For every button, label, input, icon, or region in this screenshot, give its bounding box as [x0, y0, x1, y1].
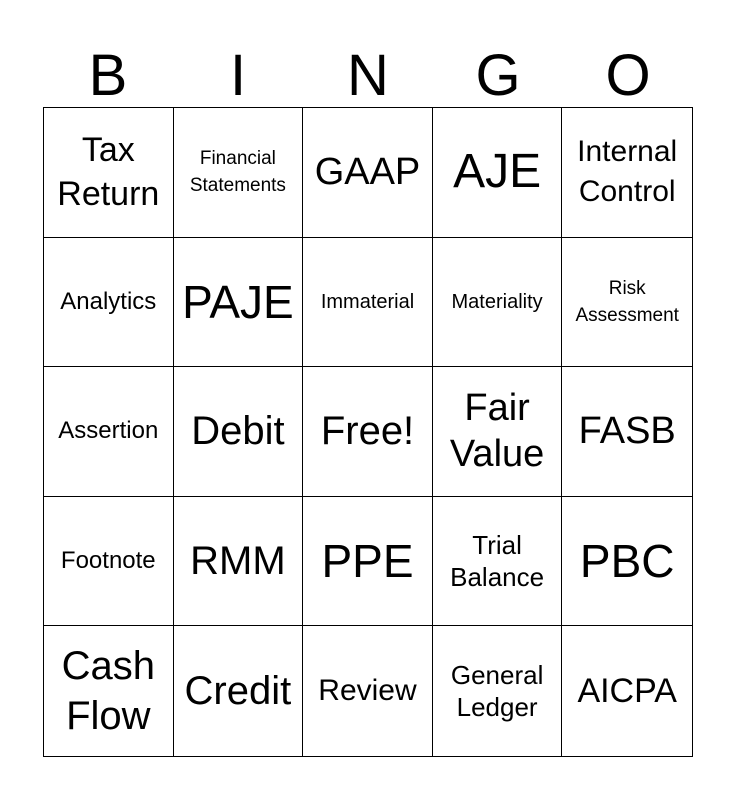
bingo-cell[interactable]: GAAP	[303, 108, 433, 238]
bingo-cell[interactable]: FASB	[562, 367, 692, 497]
bingo-cell[interactable]: Fair Value	[433, 367, 563, 497]
bingo-cell[interactable]: Materiality	[433, 238, 563, 368]
bingo-cell[interactable]: Financial Statements	[174, 108, 304, 238]
bingo-cell[interactable]: Assertion	[44, 367, 174, 497]
bingo-cell[interactable]: General Ledger	[433, 626, 563, 756]
bingo-cell[interactable]: PPE	[303, 497, 433, 627]
header-letter-b: B	[88, 43, 128, 108]
bingo-cell[interactable]: PAJE	[174, 238, 304, 368]
bingo-cell[interactable]: Trial Balance	[433, 497, 563, 627]
bingo-cell[interactable]: Risk Assessment	[562, 238, 692, 368]
bingo-cell[interactable]: Internal Control	[562, 108, 692, 238]
bingo-cell[interactable]: AJE	[433, 108, 563, 238]
header-letter-n: N	[347, 43, 389, 108]
bingo-cell[interactable]: RMM	[174, 497, 304, 627]
bingo-cell[interactable]: Footnote	[44, 497, 174, 627]
bingo-cell[interactable]: Tax Return	[44, 108, 174, 238]
bingo-cell[interactable]: PBC	[562, 497, 692, 627]
bingo-cell[interactable]: Review	[303, 626, 433, 756]
bingo-cell[interactable]: Cash Flow	[44, 626, 174, 756]
free-space-cell[interactable]: Free!	[303, 367, 433, 497]
header-letter-o: O	[605, 43, 651, 108]
header-letter-i: I	[229, 43, 247, 108]
bingo-cell[interactable]: AICPA	[577, 672, 677, 711]
bingo-cell[interactable]: Debit	[174, 367, 304, 497]
bingo-cell[interactable]: Analytics	[44, 238, 174, 368]
bingo-cell[interactable]: Immaterial	[303, 238, 433, 368]
bingo-board	[43, 107, 693, 757]
bingo-cell[interactable]: Credit	[174, 626, 304, 756]
header-letter-g: G	[475, 43, 521, 108]
bingo-header	[43, 44, 693, 108]
